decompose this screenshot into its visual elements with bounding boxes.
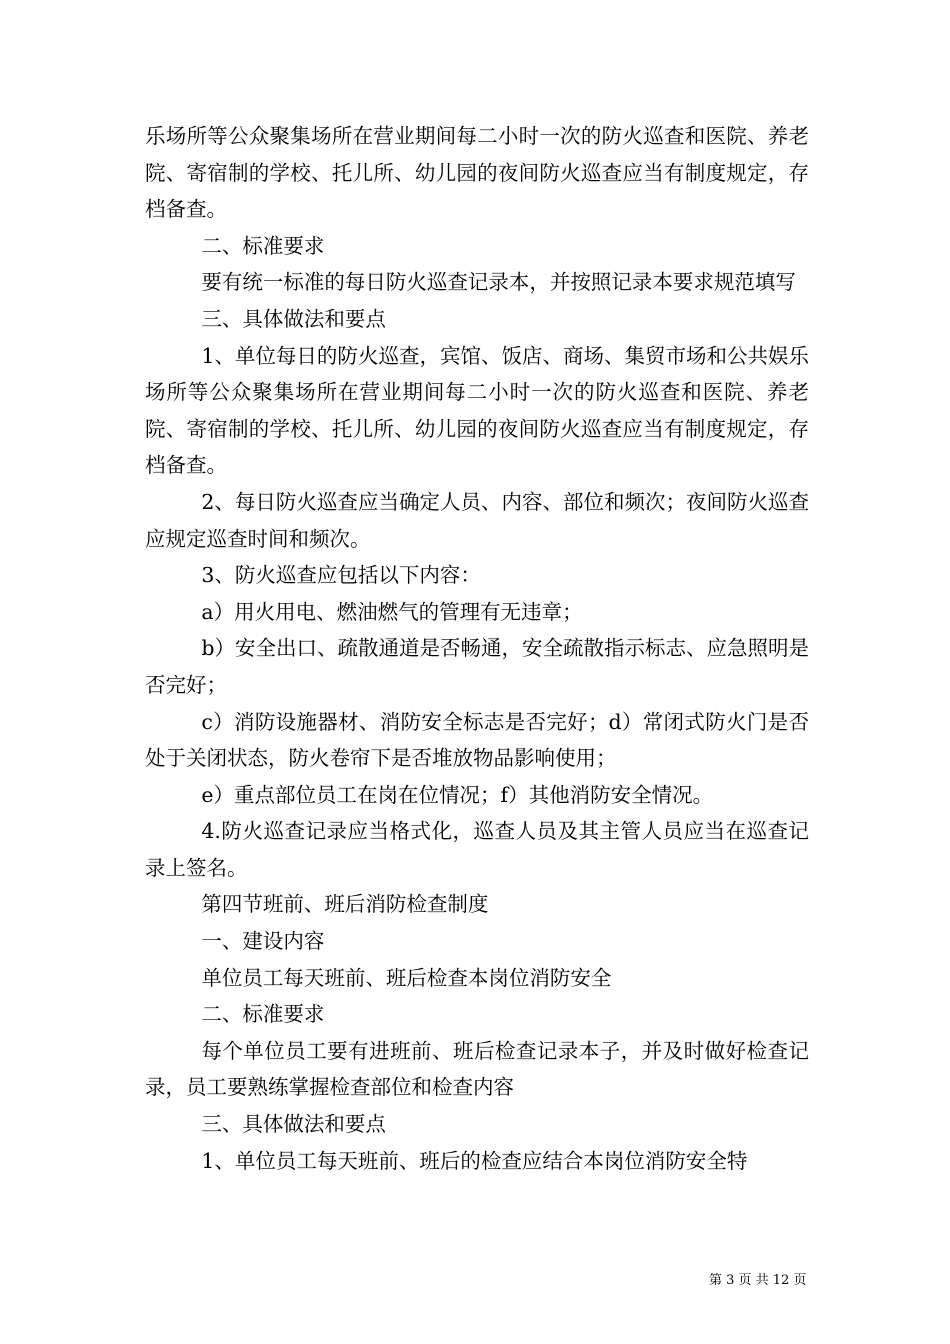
paragraph: b）安全出口、疏散通道是否畅通，安全疏散指示标志、应急照明是否完好； — [145, 636, 809, 697]
paragraph: 二、标准要求 — [201, 1002, 325, 1027]
paragraph: 要有统一标准的每日防火巡查记录本，并按照记录本要求规范填写 — [201, 270, 796, 295]
paragraph: a）用火用电、燃油燃气的管理有无违章； — [201, 599, 583, 624]
paragraph: 三、具体做法和要点 — [201, 306, 386, 331]
paragraph: 第四节班前、班后消防检查制度 — [201, 892, 489, 917]
paragraph: 1、单位每日的防火巡查，宾馆、饭店、商场、集贸市场和公共娱乐场所等公众聚集场所在营业期间每二小时一次的防火巡查和医院、养老院、寄宿制的学校、托儿所、幼儿园的夜间防火巡查应当有制度规定，存档备查。 — [145, 343, 809, 478]
paragraph: 2、每日防火巡查应当确定人员、内容、部位和频次；夜间防火巡查应规定巡查时间和频次。 — [145, 489, 809, 551]
paragraph: 三、具体做法和要点 — [201, 1112, 386, 1137]
paragraph: 二、标准要求 — [201, 233, 325, 258]
paragraph: 单位员工每天班前、班后检查本岗位消防安全 — [201, 965, 612, 990]
paragraph: 一、建设内容 — [201, 929, 325, 954]
paragraph: 3、防火巡查应包括以下内容： — [201, 563, 481, 588]
paragraph: 1、单位员工每天班前、班后的检查应结合本岗位消防安全特 — [201, 1148, 748, 1173]
document-body — [145, 118, 809, 1179]
paragraph: 4.防火巡查记录应当格式化，巡查人员及其主管人员应当在巡查记录上签名。 — [145, 819, 809, 880]
paragraph: 每个单位员工要有进班前、班后检查记录本子，并及时做好检查记录，员工要熟练掌握检查部位和检查内容 — [145, 1038, 809, 1100]
paragraph: c）消防设施器材、消防安全标志是否完好；d）常闭式防火门是否处于关闭状态，防火卷帘下是否堆放物品影响使用； — [145, 709, 809, 771]
paragraph: 乐场所等公众聚集场所在营业期间每二小时一次的防火巡查和医院、养老院、寄宿制的学校、托儿所、幼儿园的夜间防火巡查应当有制度规定，存档备查。 — [145, 124, 809, 222]
page-number: 第 3 页 共 12 页 — [709, 1273, 807, 1288]
paragraph: e）重点部位员工在岗在位情况；f）其他消防安全情况。 — [201, 782, 714, 807]
